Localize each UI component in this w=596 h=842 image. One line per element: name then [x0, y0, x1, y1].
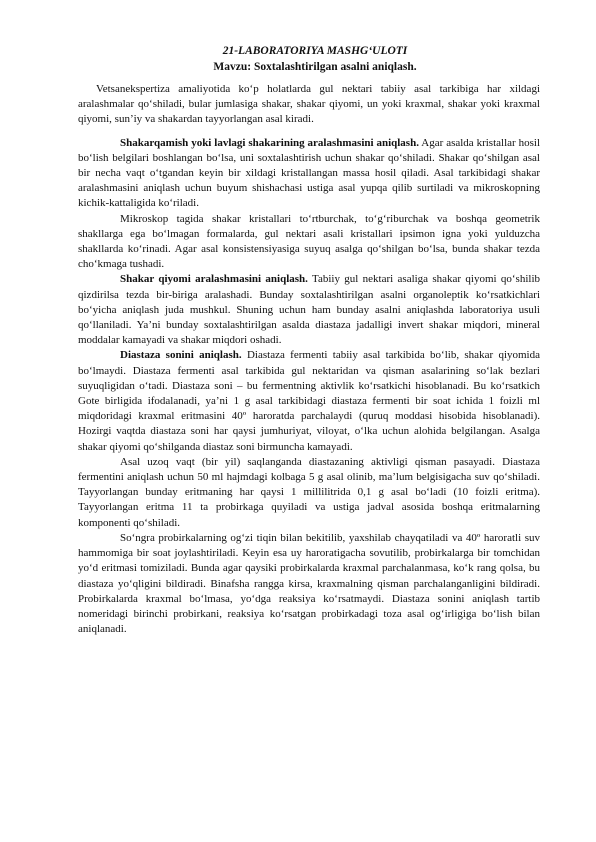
section-text: Asal uzoq vaqt (bir yil) saqlanganda diastazaning aktivligi qisman pasayadi. Diastaza fermentini aniqlash uchun 50 ml hajmdagi kolbaga 5 g asal olinib, ma’lum belgisigacha suv qo‘shiladi. Tayyorlangan bunday eritmaning har qaysi 1 millilitrida 0,1 g asal bo‘ladi (10 foizli eritma). Tayyorlangan eritma 11 ta probirkaga quyiladi va ustiga jadval asosida boshqa eritmalarning komponenti qo‘shiladi. — [78, 455, 540, 529]
section-paragraph — [78, 272, 540, 348]
section-paragraph — [78, 531, 540, 637]
section-text: So‘ngra probirkalarning og‘zi tiqin bilan bekitilib, yaxshilab chayqatiladi va 40º haroratli suv hammomiga bir soat joylashtiriladi. Keyin esa uy haroratigacha sovutilib, probirkalarga bir tomchidan yo‘d eritmasi tomiziladi. Bunda agar qaysiki probirkalarda kraxmal parchalanmasa, ko‘k rang qolsa, bu diastaza yo‘qligini bildiradi. Binafsha rangga kirsa, kraxmalning qisman parchalanganligini bildiradi. Probirkalarda kraxmal bo‘lmasa, yo‘dga reaksiya ko‘rsatmaydi. Diastaza sonini aniqlash tartib nomeridagi birinchi probirkani, reaksiya ko‘rsatgan probirkadagi toza asal og‘irligiga bo‘lish bilan aniqlanadi. — [78, 531, 540, 636]
section-text: Agar asalda kristallar hosil bo‘lish belgilari boshlangan bo‘lsa, uni soxtalashtirish uchun shakar qo‘shiladi. Shakar qo‘shilgan asal bir necha vaqt o‘tgandan keyin bir xildagi kristallangan massa hosil qiladi. Asal tarkibidagi shakar aralashmasini aniqlash uchun buyum shishachasi ustiga asal yupqa qilib surtiladi va mikroskopning kichik-kattaligida ko‘riladi. — [78, 136, 540, 210]
intro-paragraph: Vetsanekspertiza amaliyotida ko‘p holatlarda gul nektari tabiiy asal tarkibiga har xildagi aralashmalar qo‘shiladi, bular jumlasiga shakar, shakar qiyomi, un yoki kraxmal, shakar yoki kraxmal qiyomi, sun’iy va shakardan tayyorlangan asal kiradi. — [78, 83, 540, 126]
section-paragraph — [78, 455, 540, 531]
section-heading: Shakar qiyomi aralashmasini aniqlash. — [120, 273, 308, 286]
document-page — [78, 44, 540, 637]
section-heading: Shakarqamish yoki lavlagi shakarining aralashmasini aniqlash. — [120, 136, 419, 149]
page-title: 21-LABORATORIYA MASHG‘ULOTI — [222, 45, 408, 57]
section-paragraph — [78, 348, 540, 454]
page-subtitle: Mavzu: Soxtalashtirilgan asalni aniqlash. — [213, 61, 417, 73]
section-heading: Diastaza sonini aniqlash. — [120, 349, 242, 362]
section-text: Tabiiy gul nektari asaliga shakar qiyomi qo‘shilib qizdirilsa tezda bir-biriga aralashadi. Bunday soxtalashtirilgan asalni organoleptik ko‘rsatkichlari bo‘yicha aniqlash juda mushkul. Shuning uchun ham bunday asalni aniqlashda laboratoriya usuli qo‘llaniladi. Ya’ni bunday soxtalashtirilgan asalda diastaza jadalligi invert shakar miqdori, mineral moddalar kamayadi va shakar miqdori oshadi. — [78, 273, 541, 347]
section-text: Mikroskop tagida shakar kristallari to‘rtburchak, to‘g‘riburchak va boshqa geometrik shakllarga ega bo‘lmagan formalarda, gul nektari asali kristallari ipsimon igna yoki yulduzcha shakllarda ko‘rinadi. Agar asal konsistensiyasiga suyuq asalga qo‘shilgan bo‘lsa, bunda shakar tezda cho‘kmaga tushadi. — [78, 212, 540, 271]
section-text: Diastaza fermenti tabiiy asal tarkibida bo‘lib, shakar qiyomida bo‘lmaydi. Diastaza fermenti asal tarkibida gul nektaridan va qisman asalarining so‘lak bezlari suyuqligidan o‘tadi. Diastaza soni – bu fermentning aktivlik ko‘rsatkichi hisoblanadi. Bu ko‘rsatkich Gote birligida ifodalanadi, ya’ni 1 g asal tarkibidagi diastaza fermenti bir soat ichida 1 foizli ml miqdoridagi kraxmal eritmasini 40º haroratda parchalaydi (quruq moddasi hisobida hisoblanadi). Hozirgi vaqtda diastaza soni har qaysi jumhuriyat, viloyat, o‘lka uchun alohida belgilangan. Asalga shakar qiyomi qo‘shilganda diastaz soni birmuncha kamayadi. — [78, 349, 540, 453]
section-paragraph — [78, 136, 540, 212]
section-paragraph — [78, 212, 540, 273]
